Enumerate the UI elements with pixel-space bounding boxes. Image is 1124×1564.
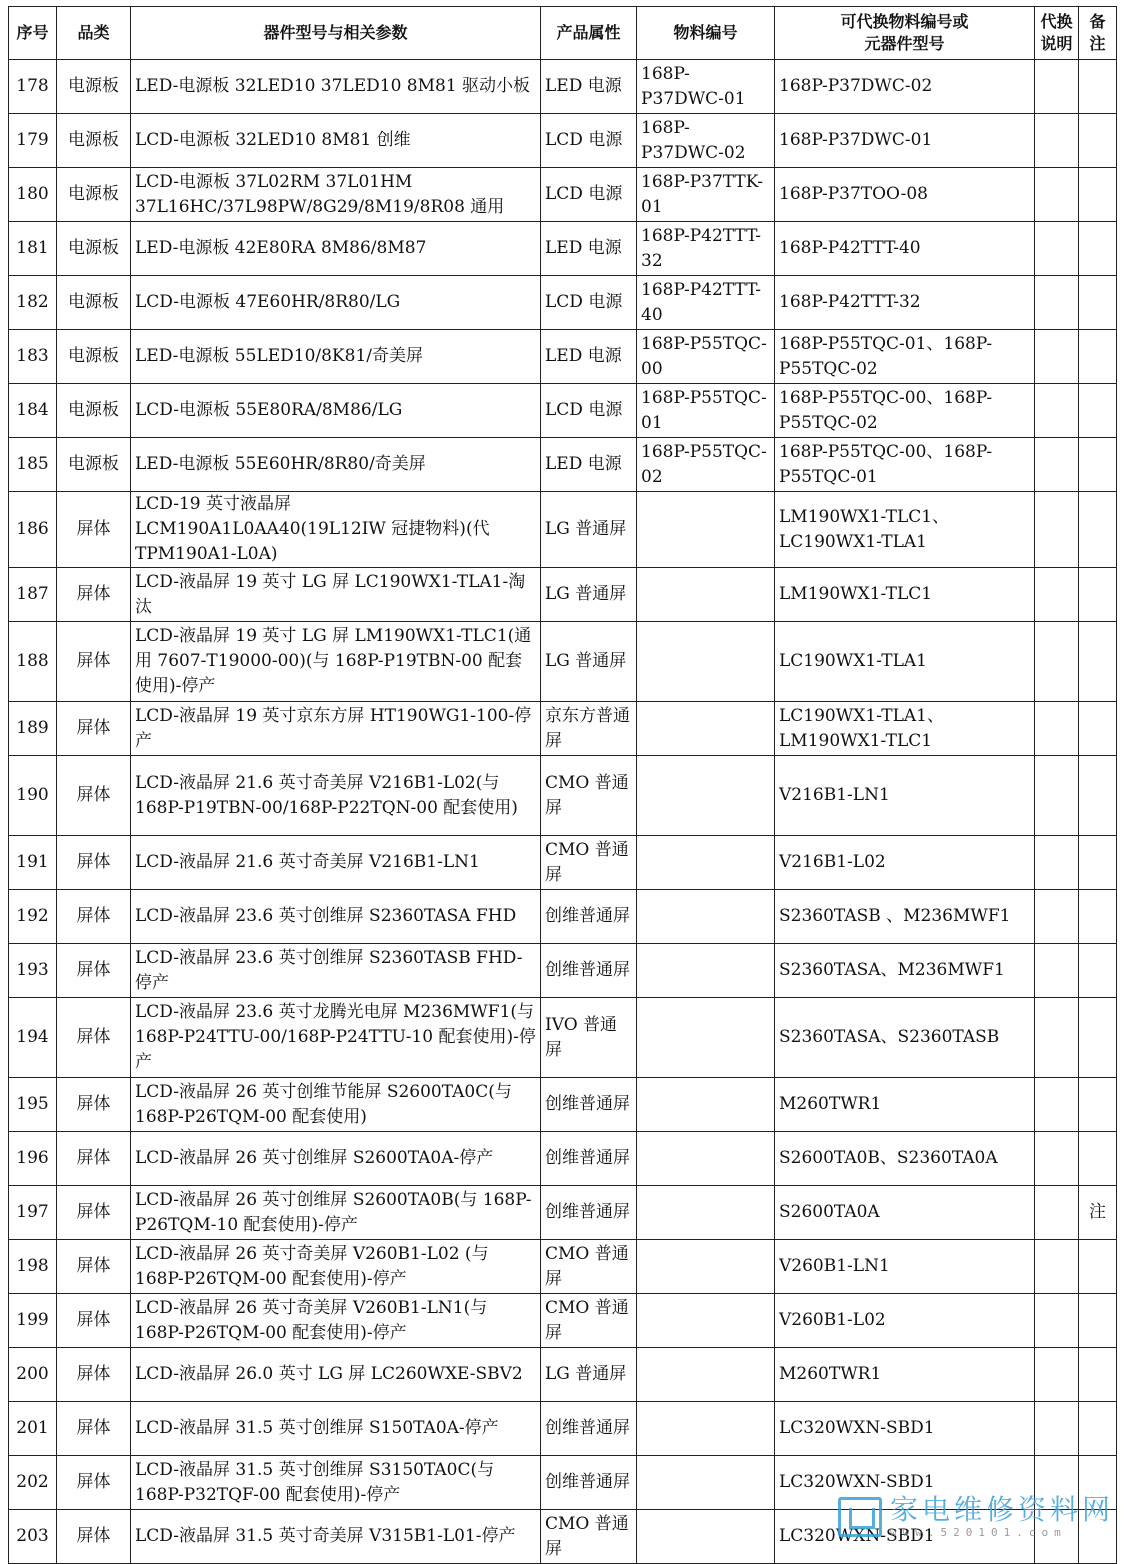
cell-no: 195 <box>9 1078 57 1132</box>
cell-model: LCD-液晶屏 26 英寸创维节能屏 S2600TA0C(与 168P-P26TQM-00 配套使用) <box>131 1078 541 1132</box>
cell-no: 196 <box>9 1132 57 1186</box>
cell-remark <box>1079 756 1117 836</box>
cell-model: LCD-液晶屏 26 英寸创维屏 S2600TA0A-停产 <box>131 1132 541 1186</box>
cell-remark <box>1079 114 1117 168</box>
cell-remark <box>1079 1240 1117 1294</box>
cell-material-no <box>637 702 775 756</box>
cell-no: 184 <box>9 384 57 438</box>
cell-category: 屏体 <box>57 702 131 756</box>
cell-category: 电源板 <box>57 384 131 438</box>
cell-model: LCD-液晶屏 26.0 英寸 LG 屏 LC260WXE-SBV2 <box>131 1348 541 1402</box>
table-row <box>9 622 1117 702</box>
cell-substitute: 168P-P55TQC-00、168P-P55TQC-01 <box>775 438 1035 492</box>
cell-substitute: 168P-P42TTT-40 <box>775 222 1035 276</box>
cell-substitute: LC320WXN-SBD1 <box>775 1402 1035 1456</box>
cell-remark <box>1079 998 1117 1078</box>
header-substitute: 可代换物料编号或 元器件型号 <box>775 7 1035 60</box>
header-category: 品类 <box>57 7 131 60</box>
cell-attribute: LCD 电源 <box>541 114 637 168</box>
site-watermark <box>838 1494 1114 1539</box>
table-row <box>9 890 1117 944</box>
cell-substitute: V216B1-L02 <box>775 836 1035 890</box>
cell-attribute: LG 普通屏 <box>541 1348 637 1402</box>
cell-material-no <box>637 492 775 568</box>
table-row <box>9 1348 1117 1402</box>
cell-no: 191 <box>9 836 57 890</box>
cell-remark <box>1079 890 1117 944</box>
cell-no: 187 <box>9 568 57 622</box>
cell-attribute: CMO 普通屏 <box>541 756 637 836</box>
cell-attribute: 创维普通屏 <box>541 1186 637 1240</box>
cell-sub-note <box>1035 330 1079 384</box>
watermark-logo-icon <box>838 1497 882 1537</box>
table-row <box>9 168 1117 222</box>
cell-attribute: IVO 普通屏 <box>541 998 637 1078</box>
cell-material-no <box>637 1348 775 1402</box>
cell-no: 200 <box>9 1348 57 1402</box>
header-no: 序号 <box>9 7 57 60</box>
table-row <box>9 222 1117 276</box>
cell-substitute: 168P-P55TQC-01、168P-P55TQC-02 <box>775 330 1035 384</box>
cell-attribute: LG 普通屏 <box>541 568 637 622</box>
cell-model: LED-电源板 32LED10 37LED10 8M81 驱动小板 <box>131 60 541 114</box>
cell-model: LED-电源板 55E60HR/8R80/奇美屏 <box>131 438 541 492</box>
cell-category: 电源板 <box>57 114 131 168</box>
cell-model: LCD-液晶屏 19 英寸京东方屏 HT190WG1-100-停产 <box>131 702 541 756</box>
cell-model: LCD-液晶屏 26 英寸奇美屏 V260B1-L02 (与 168P-P26TQM-00 配套使用)-停产 <box>131 1240 541 1294</box>
cell-no: 183 <box>9 330 57 384</box>
cell-sub-note <box>1035 944 1079 998</box>
cell-sub-note <box>1035 1186 1079 1240</box>
cell-material-no: 168P-P55TQC-01 <box>637 384 775 438</box>
cell-attribute: LCD 电源 <box>541 384 637 438</box>
cell-material-no: 168P-P37DWC-02 <box>637 114 775 168</box>
cell-sub-note <box>1035 1348 1079 1402</box>
cell-category: 屏体 <box>57 890 131 944</box>
cell-no: 179 <box>9 114 57 168</box>
cell-attribute: 创维普通屏 <box>541 1402 637 1456</box>
cell-sub-note <box>1035 998 1079 1078</box>
cell-attribute: LED 电源 <box>541 222 637 276</box>
cell-attribute: 京东方普通屏 <box>541 702 637 756</box>
cell-category: 电源板 <box>57 60 131 114</box>
cell-substitute: 168P-P42TTT-32 <box>775 276 1035 330</box>
cell-category: 屏体 <box>57 1132 131 1186</box>
cell-attribute: CMO 普通屏 <box>541 1294 637 1348</box>
cell-material-no: 168P-P55TQC-00 <box>637 330 775 384</box>
cell-substitute: M260TWR1 <box>775 1078 1035 1132</box>
watermark-title: 家电维修资料网 <box>889 1493 1114 1526</box>
cell-sub-note <box>1035 1132 1079 1186</box>
cell-category: 屏体 <box>57 998 131 1078</box>
cell-material-no: 168P-P55TQC-02 <box>637 438 775 492</box>
cell-category: 电源板 <box>57 438 131 492</box>
cell-no: 193 <box>9 944 57 998</box>
cell-sub-note <box>1035 438 1079 492</box>
cell-material-no <box>637 836 775 890</box>
cell-substitute: 168P-P37TOO-08 <box>775 168 1035 222</box>
cell-category: 屏体 <box>57 1294 131 1348</box>
cell-remark <box>1079 622 1117 702</box>
cell-material-no <box>637 1456 775 1510</box>
cell-sub-note <box>1035 384 1079 438</box>
table-row <box>9 438 1117 492</box>
cell-model: LCD-电源板 47E60HR/8R80/LG <box>131 276 541 330</box>
table-row <box>9 1240 1117 1294</box>
table-row <box>9 1078 1117 1132</box>
cell-substitute: M260TWR1 <box>775 1348 1035 1402</box>
cell-sub-note <box>1035 890 1079 944</box>
cell-material-no <box>637 1240 775 1294</box>
cell-model: LCD-液晶屏 19 英寸 LG 屏 LM190WX1-TLC1(通用 7607-T19000-00)(与 168P-P19TBN-00 配套使用)-停产 <box>131 622 541 702</box>
cell-no: 199 <box>9 1294 57 1348</box>
cell-substitute: LM190WX1-TLC1 <box>775 568 1035 622</box>
cell-sub-note <box>1035 114 1079 168</box>
header-remark: 备 注 <box>1079 7 1117 60</box>
cell-model: LCD-电源板 55E80RA/8M86/LG <box>131 384 541 438</box>
cell-remark <box>1079 1402 1117 1456</box>
table-row <box>9 836 1117 890</box>
cell-material-no <box>637 1186 775 1240</box>
cell-sub-note <box>1035 1402 1079 1456</box>
cell-no: 185 <box>9 438 57 492</box>
cell-sub-note <box>1035 222 1079 276</box>
cell-substitute: S2600TA0A <box>775 1186 1035 1240</box>
cell-substitute: 168P-P37DWC-01 <box>775 114 1035 168</box>
cell-material-no <box>637 998 775 1078</box>
cell-attribute: LED 电源 <box>541 438 637 492</box>
cell-category: 屏体 <box>57 568 131 622</box>
cell-attribute: 创维普通屏 <box>541 944 637 998</box>
cell-attribute: LED 电源 <box>541 330 637 384</box>
cell-material-no <box>637 1510 775 1564</box>
cell-category: 屏体 <box>57 1510 131 1564</box>
table-row <box>9 702 1117 756</box>
cell-no: 203 <box>9 1510 57 1564</box>
cell-attribute: CMO 普通屏 <box>541 836 637 890</box>
cell-remark <box>1079 1132 1117 1186</box>
cell-material-no: 168P-P42TTT-32 <box>637 222 775 276</box>
table-row <box>9 998 1117 1078</box>
cell-model: LCD-液晶屏 31.5 英寸创维屏 S3150TA0C(与 168P-P32TQF-00 配套使用)-停产 <box>131 1456 541 1510</box>
cell-remark <box>1079 438 1117 492</box>
cell-model: LCD-液晶屏 23.6 英寸龙腾光电屏 M236MWF1(与 168P-P24TTU-00/168P-P24TTU-10 配套使用)-停产 <box>131 998 541 1078</box>
parts-table-sheet <box>8 6 1116 1564</box>
cell-no: 197 <box>9 1186 57 1240</box>
cell-remark <box>1079 836 1117 890</box>
cell-remark <box>1079 276 1117 330</box>
header-sub-note: 代换 说明 <box>1035 7 1079 60</box>
cell-substitute: 168P-P55TQC-00、168P-P55TQC-02 <box>775 384 1035 438</box>
cell-substitute: S2600TA0B、S2360TA0A <box>775 1132 1035 1186</box>
cell-category: 屏体 <box>57 1456 131 1510</box>
cell-sub-note <box>1035 622 1079 702</box>
cell-material-no <box>637 1078 775 1132</box>
cell-substitute: S2360TASA、S2360TASB <box>775 998 1035 1078</box>
cell-sub-note <box>1035 168 1079 222</box>
cell-sub-note <box>1035 1240 1079 1294</box>
cell-category: 屏体 <box>57 836 131 890</box>
cell-attribute: 创维普通屏 <box>541 890 637 944</box>
cell-substitute: V260B1-LN1 <box>775 1240 1035 1294</box>
cell-material-no <box>637 1132 775 1186</box>
table-row <box>9 1402 1117 1456</box>
cell-category: 屏体 <box>57 1186 131 1240</box>
table-row <box>9 1186 1117 1240</box>
cell-substitute: LC320WXN-SBD1 <box>775 1510 1035 1564</box>
cell-model: LED-电源板 55LED10/8K81/奇美屏 <box>131 330 541 384</box>
cell-attribute: 创维普通屏 <box>541 1078 637 1132</box>
cell-model: LED-电源板 42E80RA 8M86/8M87 <box>131 222 541 276</box>
cell-sub-note <box>1035 702 1079 756</box>
cell-material-no: 168P-P37DWC-01 <box>637 60 775 114</box>
cell-sub-note <box>1035 1078 1079 1132</box>
cell-attribute: LED 电源 <box>541 60 637 114</box>
cell-sub-note <box>1035 756 1079 836</box>
cell-attribute: 创维普通屏 <box>541 1456 637 1510</box>
header-row <box>9 7 1117 60</box>
cell-model: LCD-液晶屏 26 英寸奇美屏 V260B1-LN1(与 168P-P26TQM-00 配套使用)-停产 <box>131 1294 541 1348</box>
cell-remark <box>1079 568 1117 622</box>
cell-category: 电源板 <box>57 168 131 222</box>
cell-substitute: V216B1-LN1 <box>775 756 1035 836</box>
cell-material-no <box>637 756 775 836</box>
cell-no: 189 <box>9 702 57 756</box>
cell-remark <box>1079 60 1117 114</box>
cell-material-no <box>637 568 775 622</box>
cell-remark <box>1079 702 1117 756</box>
cell-remark <box>1079 944 1117 998</box>
parts-table <box>8 6 1117 1564</box>
cell-no: 192 <box>9 890 57 944</box>
cell-remark <box>1079 330 1117 384</box>
cell-substitute: S2360TASB 、M236MWF1 <box>775 890 1035 944</box>
table-row <box>9 1294 1117 1348</box>
header-model: 器件型号与相关参数 <box>131 7 541 60</box>
cell-no: 178 <box>9 60 57 114</box>
cell-attribute: CMO 普通屏 <box>541 1510 637 1564</box>
cell-material-no <box>637 1294 775 1348</box>
cell-model: LCD-液晶屏 21.6 英寸奇美屏 V216B1-L02(与 168P-P19TBN-00/168P-P22TQN-00 配套使用) <box>131 756 541 836</box>
table-row <box>9 944 1117 998</box>
cell-attribute: LCD 电源 <box>541 168 637 222</box>
cell-sub-note <box>1035 1294 1079 1348</box>
cell-material-no <box>637 622 775 702</box>
cell-model: LCD-液晶屏 31.5 英寸奇美屏 V315B1-L01-停产 <box>131 1510 541 1564</box>
cell-model: LCD-液晶屏 23.6 英寸创维屏 S2360TASA FHD <box>131 890 541 944</box>
cell-material-no <box>637 1402 775 1456</box>
cell-category: 屏体 <box>57 1348 131 1402</box>
cell-category: 电源板 <box>57 276 131 330</box>
watermark-url: www.520101.com <box>889 1526 1067 1539</box>
cell-no: 190 <box>9 756 57 836</box>
cell-model: LCD-液晶屏 31.5 英寸创维屏 S150TA0A-停产 <box>131 1402 541 1456</box>
cell-no: 180 <box>9 168 57 222</box>
cell-no: 186 <box>9 492 57 568</box>
table-row <box>9 330 1117 384</box>
cell-category: 屏体 <box>57 1402 131 1456</box>
cell-material-no: 168P-P42TTT-40 <box>637 276 775 330</box>
cell-attribute: LG 普通屏 <box>541 492 637 568</box>
cell-substitute: V260B1-L02 <box>775 1294 1035 1348</box>
cell-substitute: LC190WX1-TLA1 <box>775 622 1035 702</box>
cell-category: 屏体 <box>57 944 131 998</box>
cell-category: 屏体 <box>57 1240 131 1294</box>
cell-model: LCD-液晶屏 21.6 英寸奇美屏 V216B1-LN1 <box>131 836 541 890</box>
cell-sub-note <box>1035 568 1079 622</box>
table-row <box>9 114 1117 168</box>
cell-no: 194 <box>9 998 57 1078</box>
cell-model: LCD-液晶屏 19 英寸 LG 屏 LC190WX1-TLA1-淘汰 <box>131 568 541 622</box>
cell-model: LCD-液晶屏 26 英寸创维屏 S2600TA0B(与 168P-P26TQM-10 配套使用)-停产 <box>131 1186 541 1240</box>
cell-sub-note <box>1035 492 1079 568</box>
cell-remark <box>1079 1078 1117 1132</box>
cell-attribute: LCD 电源 <box>541 276 637 330</box>
cell-category: 屏体 <box>57 1078 131 1132</box>
cell-category: 屏体 <box>57 756 131 836</box>
table-row <box>9 60 1117 114</box>
table-row <box>9 276 1117 330</box>
cell-remark <box>1079 222 1117 276</box>
table-row <box>9 1132 1117 1186</box>
cell-model: LCD-电源板 32LED10 8M81 创维 <box>131 114 541 168</box>
cell-remark <box>1079 1348 1117 1402</box>
cell-category: 屏体 <box>57 492 131 568</box>
cell-category: 电源板 <box>57 222 131 276</box>
cell-substitute: LC190WX1-TLA1、LM190WX1-TLC1 <box>775 702 1035 756</box>
cell-no: 181 <box>9 222 57 276</box>
cell-material-no: 168P-P37TTK-01 <box>637 168 775 222</box>
cell-remark <box>1079 168 1117 222</box>
cell-remark <box>1079 492 1117 568</box>
cell-remark: 注 <box>1079 1186 1117 1240</box>
cell-substitute: LC320WXN-SBD1 <box>775 1456 1035 1510</box>
cell-no: 202 <box>9 1456 57 1510</box>
cell-remark <box>1079 1294 1117 1348</box>
cell-no: 201 <box>9 1402 57 1456</box>
cell-sub-note <box>1035 60 1079 114</box>
cell-remark <box>1079 384 1117 438</box>
table-row <box>9 492 1117 568</box>
cell-no: 188 <box>9 622 57 702</box>
table-row <box>9 756 1117 836</box>
table-row <box>9 384 1117 438</box>
cell-category: 屏体 <box>57 622 131 702</box>
cell-model: LCD-电源板 37L02RM 37L01HM 37L16HC/37L98PW/8G29/8M19/8R08 通用 <box>131 168 541 222</box>
cell-model: LCD-液晶屏 23.6 英寸创维屏 S2360TASB FHD-停产 <box>131 944 541 998</box>
cell-attribute: LG 普通屏 <box>541 622 637 702</box>
cell-model: LCD-19 英寸液晶屏 LCM190A1L0AA40(19L12IW 冠捷物料)(代 TPM190A1-L0A) <box>131 492 541 568</box>
cell-material-no <box>637 890 775 944</box>
cell-attribute: 创维普通屏 <box>541 1132 637 1186</box>
cell-category: 电源板 <box>57 330 131 384</box>
cell-attribute: CMO 普通屏 <box>541 1240 637 1294</box>
cell-material-no <box>637 944 775 998</box>
header-material-no: 物料编号 <box>637 7 775 60</box>
cell-no: 182 <box>9 276 57 330</box>
header-attribute: 产品属性 <box>541 7 637 60</box>
cell-substitute: LM190WX1-TLC1、LC190WX1-TLA1 <box>775 492 1035 568</box>
table-row <box>9 568 1117 622</box>
cell-substitute: S2360TASA、M236MWF1 <box>775 944 1035 998</box>
cell-substitute: 168P-P37DWC-02 <box>775 60 1035 114</box>
cell-no: 198 <box>9 1240 57 1294</box>
cell-sub-note <box>1035 276 1079 330</box>
cell-sub-note <box>1035 836 1079 890</box>
